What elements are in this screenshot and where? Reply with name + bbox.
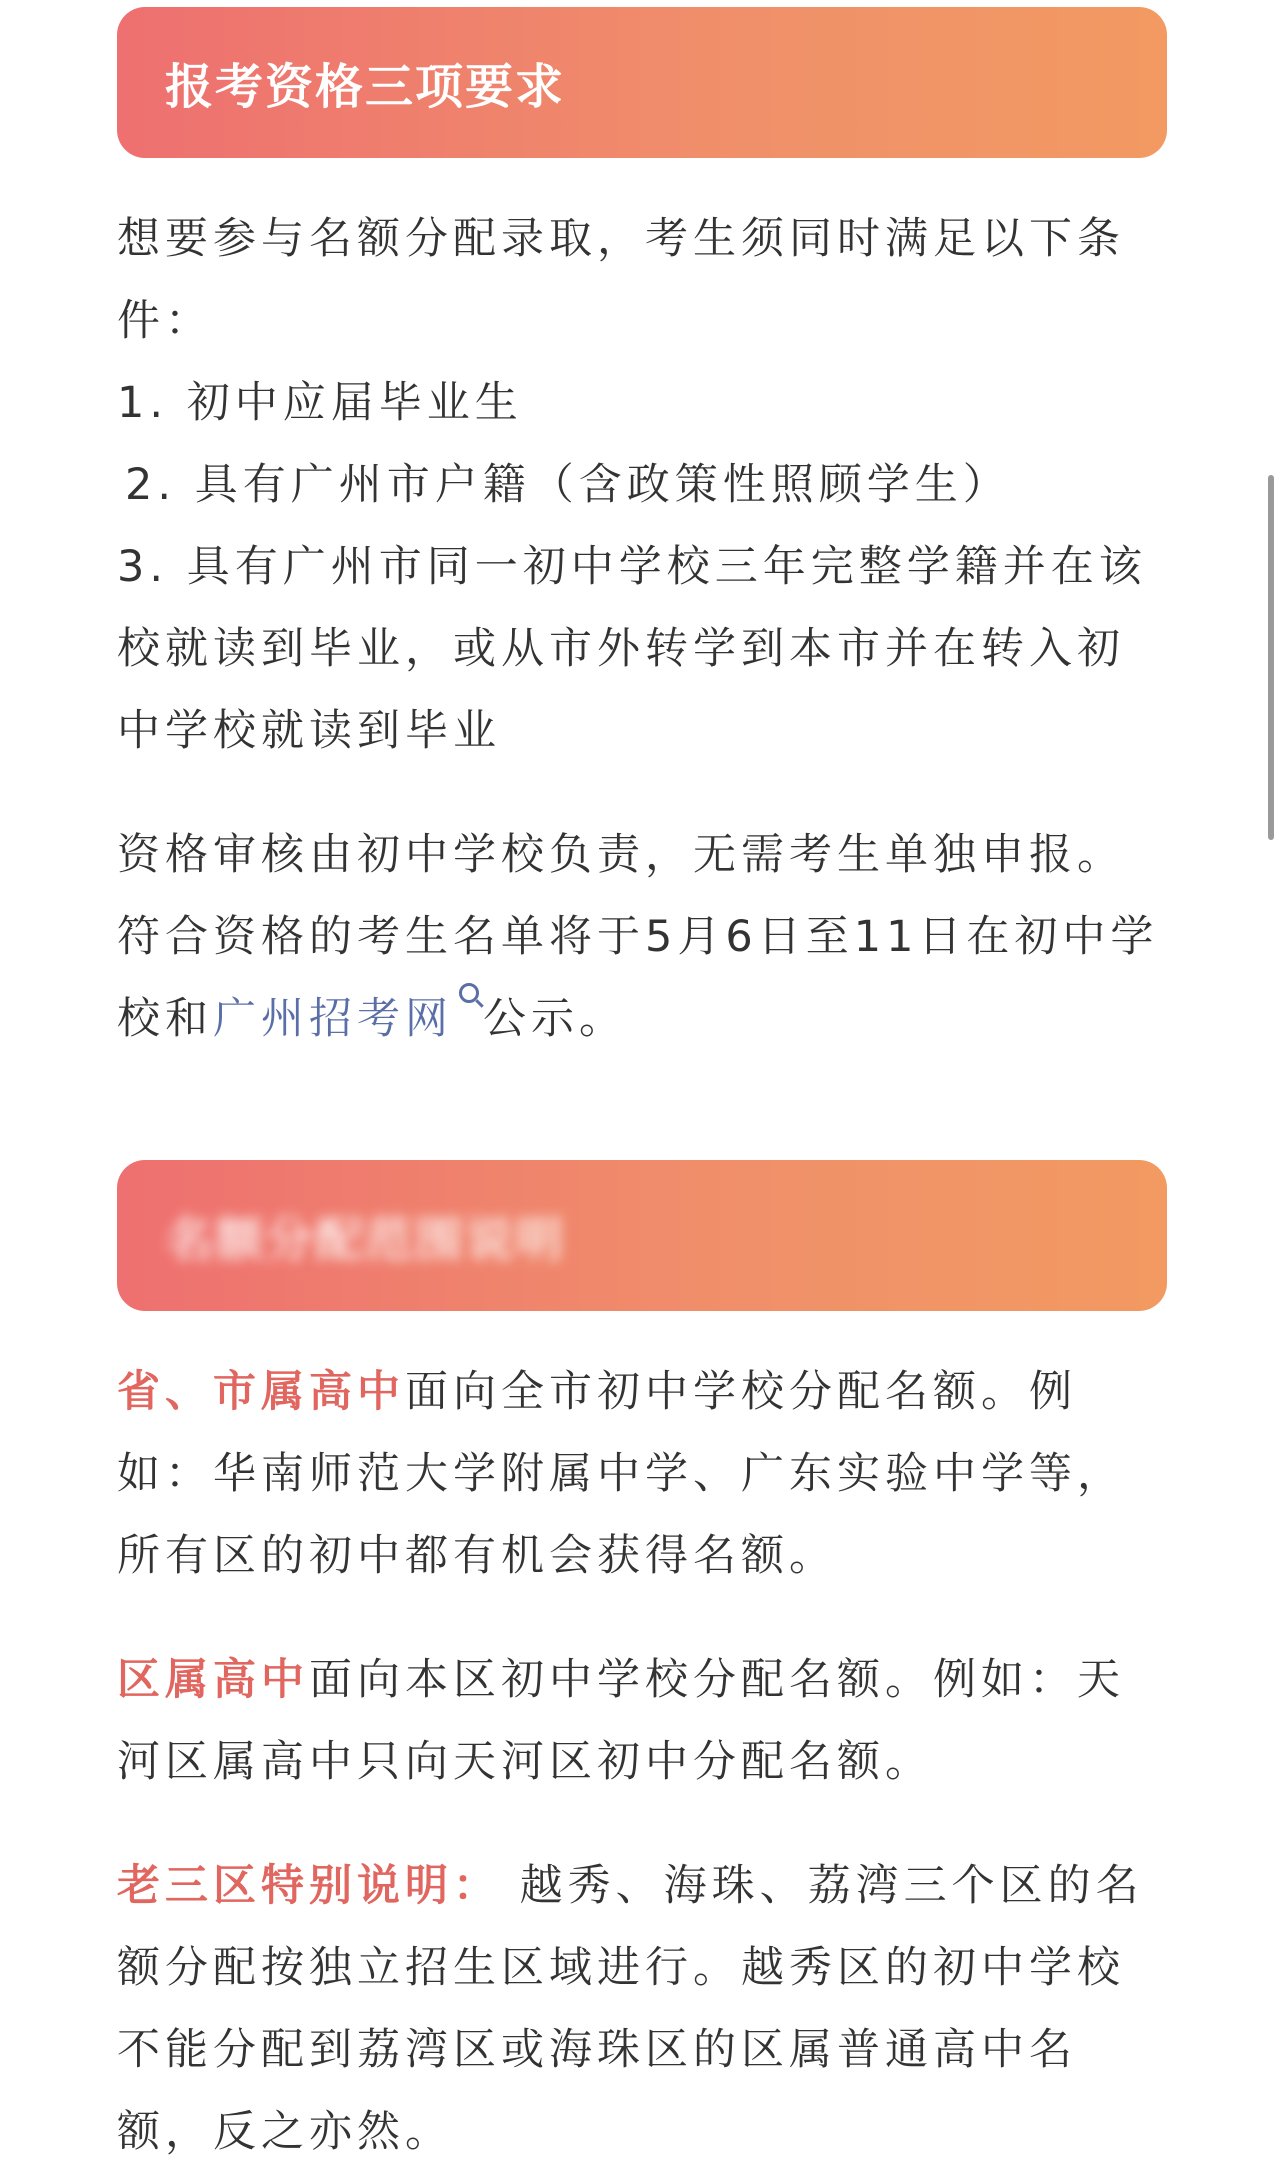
- highlight-label: 省、市属高中: [117, 1367, 405, 1417]
- highlight-label: 老三区特别说明：: [117, 1861, 501, 1911]
- old-three-districts-paragraph: [117, 1845, 1167, 2173]
- eligibility-requirements: [117, 198, 1167, 772]
- paragraph-text: 越秀、海珠、荔湾三个区的名额分配按独立招生区域进行。越秀区的初中学校不能分配到荔湾区或海珠区的区属普通高中名额，反之亦然。: [117, 1861, 1144, 2157]
- guangzhou-exam-link[interactable]: 广州招考网: [213, 994, 453, 1044]
- section-title-blurred: 名额分配范围说明: [165, 1212, 566, 1268]
- paragraph-text: 面向本区初中学校分配名额。例如：天河区属高中只向天河区初中分配名额。: [117, 1655, 1125, 1787]
- requirement-item-3: 3. 具有广州市同一初中学校三年完整学籍并在该校就读到毕业，或从市外转学到本市并在转入初中学校就读到毕业: [117, 542, 1147, 756]
- review-note-text: 资格审核由初中学校负责，无需考生单独申报。符合资格的考生名单将于5月6日至11日在初中学校和: [117, 830, 1159, 1044]
- scrollbar-thumb[interactable]: [1268, 475, 1274, 840]
- review-note: [117, 814, 1167, 1060]
- requirement-item-1: 1. 初中应届毕业生: [117, 378, 523, 428]
- search-icon[interactable]: [459, 983, 479, 1003]
- provincial-city-schools-paragraph: [117, 1351, 1167, 1597]
- requirement-item-2: 2. 具有广州市户籍（含政策性照顾学生）: [125, 460, 1011, 510]
- section-header-eligibility: [117, 7, 1167, 158]
- intro-text: 想要参与名额分配录取，考生须同时满足以下条件：: [117, 214, 1125, 346]
- review-note-end: 公示。: [483, 994, 627, 1044]
- paragraph-text: 面向全市初中学校分配名额。例如：华南师范大学附属中学、广东实验中学等，所有区的初中都有机会获得名额。: [117, 1367, 1125, 1581]
- district-schools-paragraph: [117, 1639, 1167, 1803]
- article-content: [117, 0, 1167, 2173]
- section-title: 报考资格三项要求: [165, 59, 566, 115]
- highlight-label: 区属高中: [117, 1655, 309, 1705]
- section-header-quota-scope: [117, 1160, 1167, 1311]
